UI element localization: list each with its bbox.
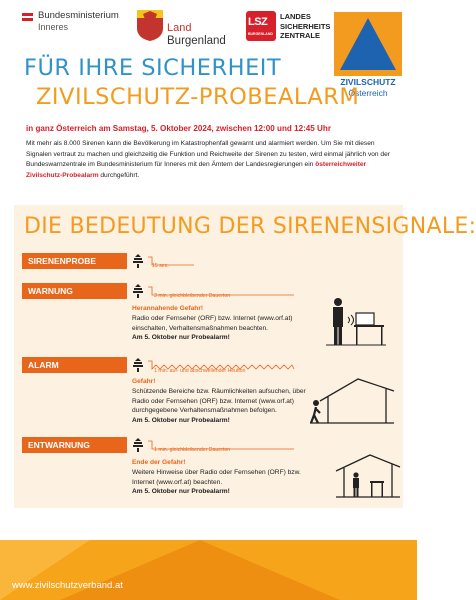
signal-desc-warnung (132, 304, 312, 343)
signal-text-entwarnung: Weitere Hinweise über Radio oder Fernsehen (ORF) bzw. Internet (www.orf.at) beachten. (132, 468, 301, 486)
house-icon (336, 451, 400, 501)
signal-note-alarm: Am 5. Oktober nur Probealarm! (132, 417, 230, 425)
wave-label-sirenenprobe: 15 sec. (152, 263, 169, 269)
ministry-sub: Inneres (38, 22, 69, 32)
wave-label-alarm: 1 min. auf- und abschwellender Heulton (154, 368, 246, 374)
intro-highlight: österreichweiter Zivilschutz-Probealarm (26, 161, 367, 179)
footer-url-link[interactable]: www.zivilschutzverband.at (12, 580, 123, 591)
person-house-icon (310, 373, 394, 427)
signal-note-entwarnung: Am 5. Oktober nur Probealarm! (132, 488, 230, 496)
panel-title: DIE BEDEUTUNG DER SIRENENSIGNALE: (24, 214, 476, 239)
signal-label-sirenenprobe: SIRENENPROBE (22, 253, 127, 269)
person-tv-icon (326, 297, 386, 349)
footer-band (0, 540, 417, 600)
siren-icon (132, 254, 144, 268)
ministry-name: Bundesministerium (38, 10, 119, 21)
signal-desc-entwarnung (132, 458, 312, 497)
signal-heading-warnung: Herannahende Gefahr! (132, 305, 204, 312)
footer-triangle-graphic (0, 540, 417, 600)
lsz-badge (246, 11, 276, 41)
siren-icon (132, 358, 144, 372)
siren-icon (132, 438, 144, 452)
lsz-badge-text: LSZ (248, 16, 268, 28)
intro-paragraph (26, 139, 398, 181)
signal-desc-alarm (132, 377, 312, 426)
lsz-text-2: SICHERHEITS (280, 21, 331, 31)
signal-text-alarm: Schützende Bereiche bzw. Räumlichkeiten aufsuchen, über Radio oder Fernsehen (ORF) bzw. Internet (www.orf.at) durchgegebene Verhaltensmaßnahmen befolgen. (132, 387, 306, 415)
wave-label-warnung: 3 min. gleichbleibender Dauerton (154, 293, 231, 299)
lsz-text (280, 12, 330, 41)
siren-icon (132, 284, 144, 298)
burgenland-logo (135, 8, 240, 47)
signals-panel (14, 205, 476, 508)
date-line: in ganz Österreich am Samstag, 5. Oktober 2024, zwischen 12:00 und 12:45 Uhr (26, 124, 331, 133)
intro-part2: durchgeführt. (98, 171, 140, 179)
lsz-text-3: ZENTRALE (280, 31, 320, 40)
page-title-line1: FÜR IHRE SICHERHEIT (24, 55, 282, 81)
zivilschutz-triangle-icon (334, 12, 402, 76)
burgenland-line2: Burgenland (167, 35, 226, 47)
signal-label-warnung: WARNUNG (22, 283, 127, 299)
signal-text-warnung: Radio oder Fernseher (ORF) bzw. Internet (www.orf.at) einschalten, Verhaltensmaßnahmen beachten. (132, 314, 293, 332)
wave-label-entwarnung: 1 min. gleichbleibender Dauerton (154, 447, 231, 453)
page-title-line2: ZIVILSCHUTZ-PROBEALARM (36, 84, 360, 110)
burgenland-emblem-icon (135, 8, 165, 42)
signal-label-entwarnung: ENTWARNUNG (22, 437, 127, 453)
zivilschutz-line1: ZIVILSCHUTZ (340, 77, 396, 87)
intro-part1: Mit mehr als 8.000 Sirenen kann die Bevölkerung im Katastrophenfall gewarnt und alarmiert werden. Um Sie mit diesen Signalen vertraut zu machen und gleichzeitig die Funktion und Reichweite der Sirenen zu testen, wird einmal jährlich von der Bundeswarnzentrale im Bundesministerium für Inneres mit den Ämtern der Landesregierungen ein (26, 140, 390, 169)
signal-note-warnung: Am 5. Oktober nur Probealarm! (132, 334, 230, 342)
burgenland-line1: Land (167, 22, 192, 34)
lsz-badge-small: BURGENLAND (248, 32, 273, 36)
austria-flag-icon (22, 13, 33, 21)
signal-heading-entwarnung: Ende der Gefahr! (132, 459, 186, 466)
zivilschutz-square (334, 12, 402, 76)
zivilschutz-line2: Österreich (348, 88, 388, 98)
signal-label-alarm: ALARM (22, 357, 127, 373)
signal-heading-alarm: Gefahr! (132, 378, 156, 385)
lsz-text-1: LANDES (280, 12, 311, 21)
